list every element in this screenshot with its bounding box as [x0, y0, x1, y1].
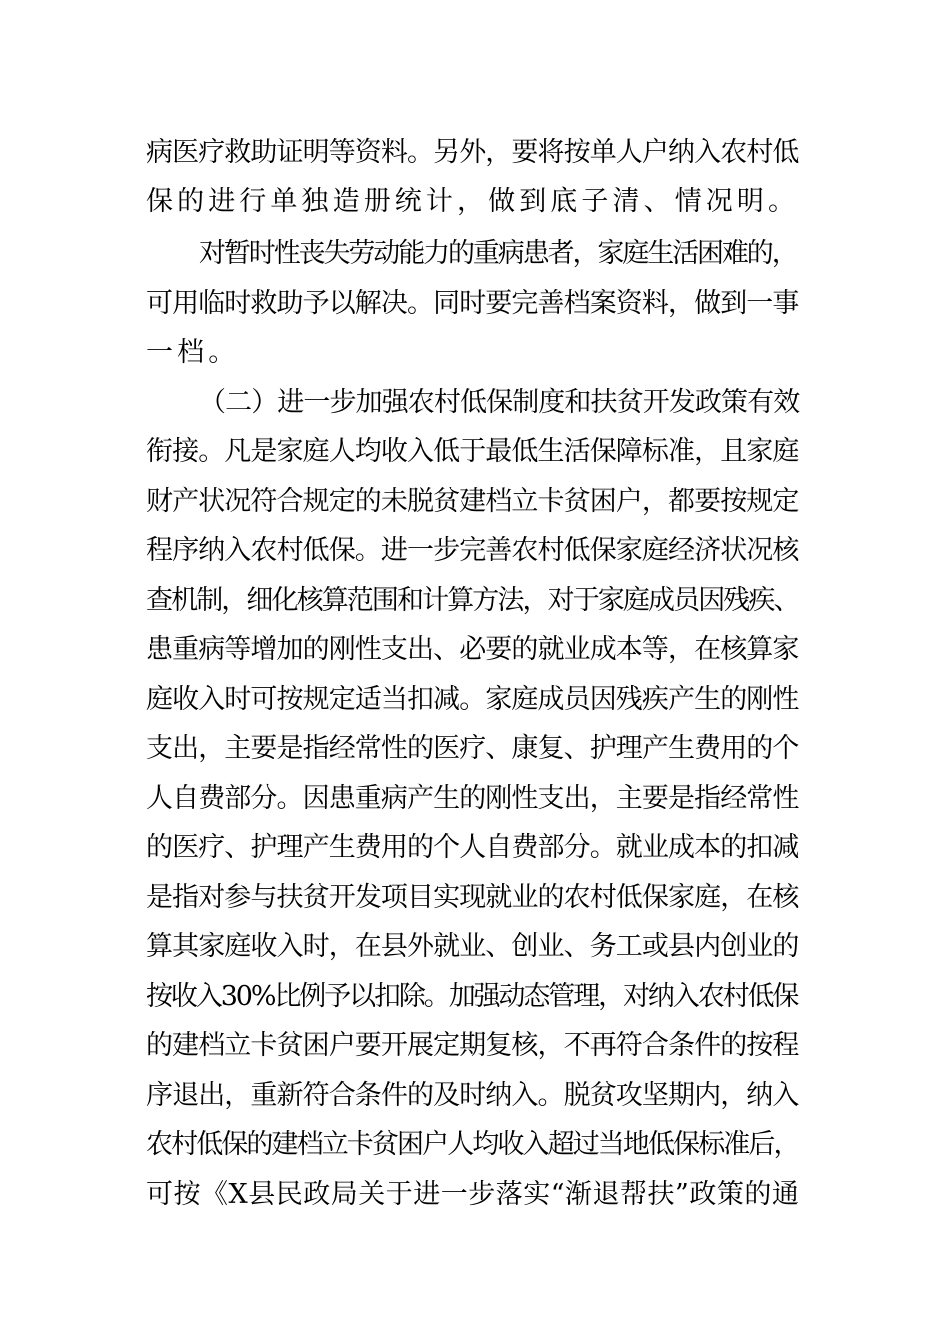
paragraph-3-line-3: 财产状况符合规定的未脱贫建档立卡贫困户，都要按规定: [146, 486, 799, 517]
paragraph-3-line-8: 支出，主要是指经常性的医疗、康复、护理产生费用的个: [146, 733, 799, 764]
paragraph-1-line-1: 病医疗救助证明等资料。另外，要将按单人户纳入农村低: [146, 137, 799, 168]
paragraph-3-line-15: 序退出，重新符合条件的及时纳入。脱贫攻坚期内，纳入: [146, 1080, 799, 1111]
paragraph-3-line-7: 庭收入时可按规定适当扣减。家庭成员因残疾产生的刚性: [146, 684, 799, 715]
paragraph-3-line-9: 人自费部分。因患重病产生的刚性支出，主要是指经常性: [146, 783, 799, 814]
paragraph-3-line-6: 患重病等增加的刚性支出、必要的就业成本等，在核算家: [146, 634, 799, 665]
paragraph-3-line-10: 的医疗、护理产生费用的个人自费部分。就业成本的扣减: [146, 832, 799, 863]
paragraph-1-line-2: 保的进行单独造册统计，做到底子清、情况明。: [146, 186, 800, 217]
paragraph-3-line-12: 算其家庭收入时，在县外就业、创业、务工或县内创业的: [146, 931, 799, 962]
paragraph-2-line-3: 一档。: [146, 337, 240, 368]
paragraph-3-line-4: 程序纳入农村低保。进一步完善农村低保家庭经济状况核: [146, 535, 799, 566]
paragraph-3-line-5: 查机制，细化核算范围和计算方法，对于家庭成员因残疾、: [146, 585, 799, 616]
paragraph-2-line-2: 可用临时救助予以解决。同时要完善档案资料，做到一事: [146, 288, 799, 319]
paragraph-3-line-14: 的建档立卡贫困户要开展定期复核，不再符合条件的按程: [146, 1030, 799, 1061]
paragraph-2-line-1: 对暂时性丧失劳动能力的重病患者，家庭生活困难的，: [199, 238, 797, 269]
paragraph-3-line-2: 衔接。凡是家庭人均收入低于最低生活保障标准，且家庭: [146, 436, 799, 467]
paragraph-3-line-11: 是指对参与扶贫开发项目实现就业的农村低保家庭，在核: [146, 882, 799, 913]
paragraph-3-line-1: （二）进一步加强农村低保制度和扶贫开发政策有效: [199, 387, 800, 418]
paragraph-3-line-16: 农村低保的建档立卡贫困户人均收入超过当地低保标准后，: [146, 1129, 799, 1160]
paragraph-3-line-13: 按收入30%比例予以扣除。加强动态管理，对纳入农村低保: [146, 981, 798, 1012]
paragraph-3-line-17: 可按《X县民政局关于进一步落实“渐退帮扶”政策的通: [146, 1179, 800, 1210]
